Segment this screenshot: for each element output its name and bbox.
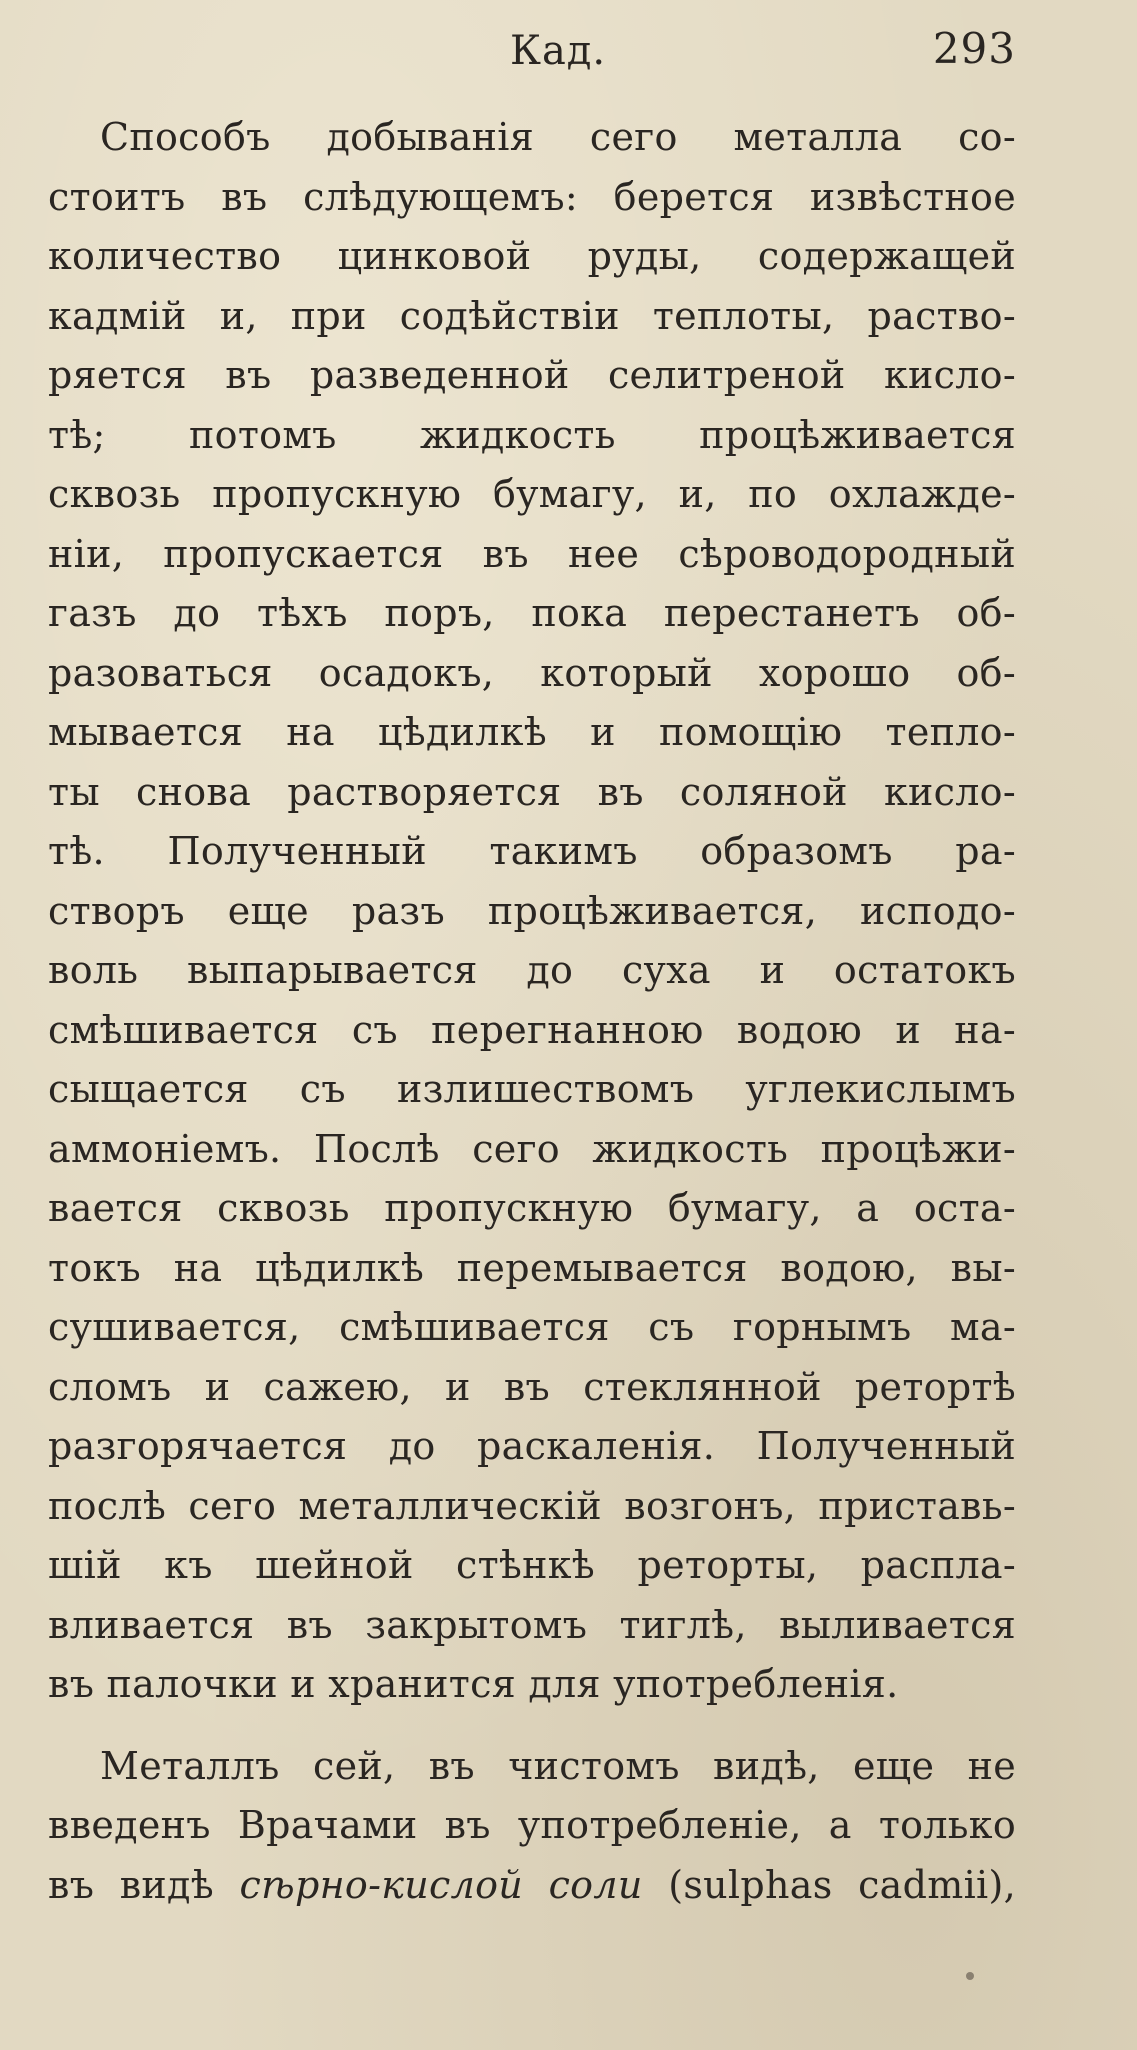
text-line: аммоніемъ. Послѣ сего жидкость процѣжи- [48, 1126, 1016, 1171]
page-number: 293 [932, 24, 1016, 73]
text-line: сквозь пропускную бумагу, и, по охлажде- [48, 472, 1016, 516]
text-line: ты снова растворяется въ соляной кисло- [48, 769, 1016, 814]
text-line: смѣшивается съ перегнанною водою и на- [48, 1007, 1016, 1052]
text-line: створъ еще разъ процѣживается, исподо- [48, 888, 1016, 933]
text-line: газъ до тѣхъ поръ, пока перестанетъ об- [48, 591, 1016, 635]
text-line: тѣ. Полученный такимъ образомъ ра- [48, 829, 1016, 873]
text-line: токъ на цѣдилкѣ перемывается водою, вы- [48, 1245, 1016, 1290]
page-header [48, 22, 1016, 82]
paper-speck [966, 1972, 974, 1980]
text-line: Способъ добыванія сего металла со- [100, 115, 1016, 159]
paragraph-gap [48, 1715, 1016, 1737]
paragraph-1 [48, 108, 1016, 1715]
text-line: воль выпарывается до суха и остатокъ [48, 948, 1016, 992]
text-line: мывается на цѣдилкѣ и помощію тепло- [48, 710, 1016, 754]
text-line: Металлъ сей, въ чистомъ видѣ, еще не [100, 1743, 1016, 1788]
text-line: количество цинковой руды, содержащей [48, 234, 1016, 278]
text-line: разоваться осадокъ, который хорошо об- [48, 650, 1016, 695]
text-line: ряется въ разведенной селитреной кисло- [48, 353, 1016, 397]
text-line: тѣ; потомъ жидкость процѣживается [48, 412, 1016, 457]
text-line: шій къ шейной стѣнкѣ реторты, распла- [48, 1543, 1016, 1587]
text-fragment: въ видѣ [48, 1862, 214, 1907]
text-line: сушивается, смѣшивается съ горнымъ ма- [48, 1305, 1016, 1349]
text-line: разгорячается до раскаленія. Полученный [48, 1424, 1016, 1468]
latin-term: (sulphas cadmii), [668, 1862, 1016, 1907]
italic-term: сѣрно-кислой соли [239, 1862, 643, 1907]
paragraph-2 [48, 1737, 1016, 1916]
text-line: вается сквозь пропускную бумагу, а оста- [48, 1186, 1016, 1230]
text-line: сломъ и сажею, и въ стеклянной ретортѣ [48, 1364, 1016, 1409]
text-line: вливается въ закрытомъ тиглѣ, выливается [48, 1602, 1016, 1647]
text-line: стоитъ въ слѣдующемъ: берется извѣстное [48, 174, 1016, 219]
text-line: введенъ Врачами въ употребленіе, а только [48, 1803, 1016, 1847]
body-text [48, 108, 1016, 1915]
text-line: послѣ сего металлическій возгонъ, приставь- [48, 1483, 1016, 1528]
text-line: сыщается съ излишествомъ углекислымъ [48, 1067, 1016, 1111]
text-line-mixed [48, 1856, 1016, 1916]
text-line: въ палочки и хранится для употребленія. [48, 1662, 899, 1706]
running-head: Кад. [510, 28, 607, 74]
text-line: кадмій и, при содѣйствіи теплоты, раство- [48, 293, 1016, 338]
text-line: ніи, пропускается въ нее сѣроводородный [48, 531, 1016, 576]
